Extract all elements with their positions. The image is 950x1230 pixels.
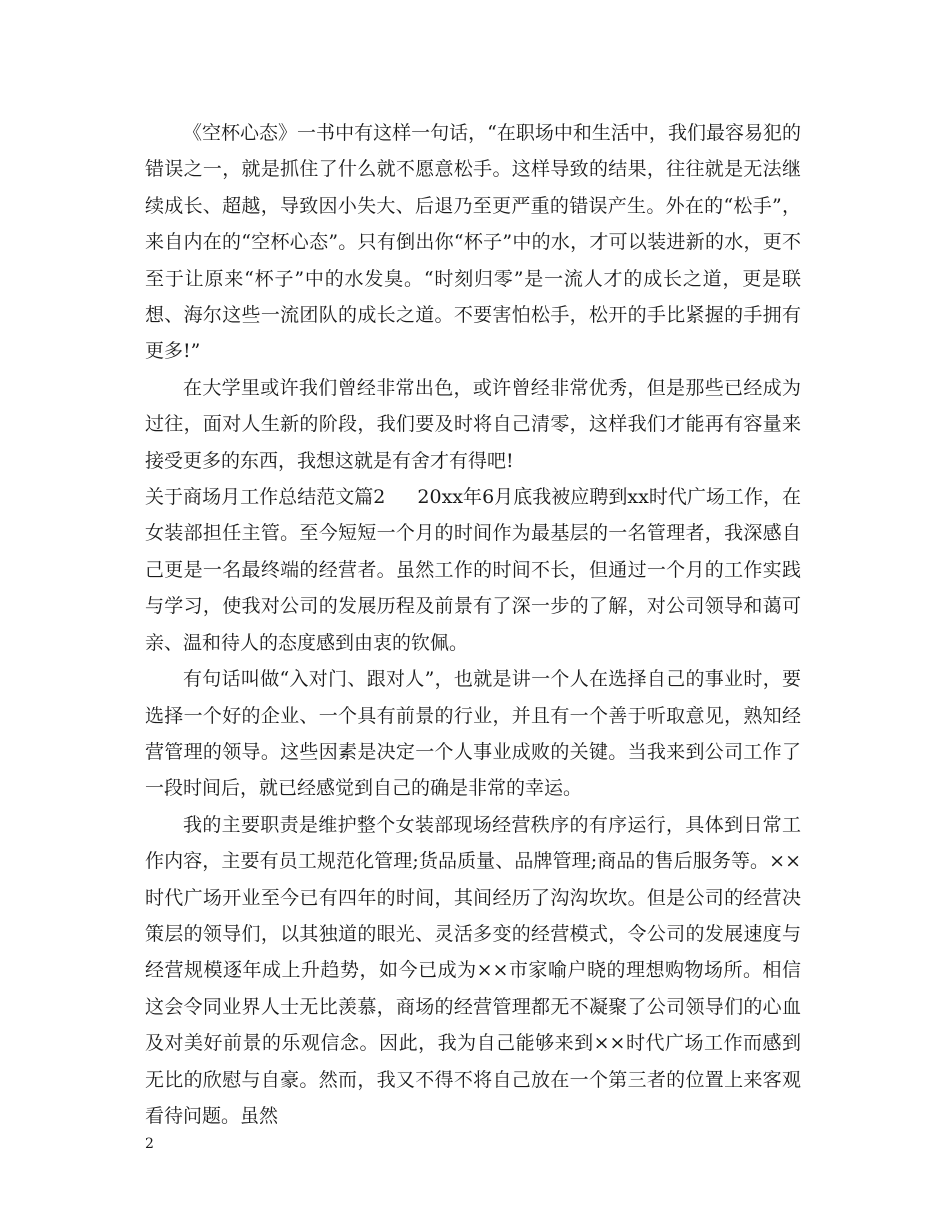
section-first-paragraph: 20xx年6月底我被应聘到xx时代广场工作，在女装部担任主管。至今短短一个月的时间作为最基层的一名管理者，我深感自己更是一名最终端的经营者。虽然工作的时间不长，但通过一个月的工作实践与学习，使我对公司的发展历程及前景有了深一步的了解，对公司领导和蔼可亲、温和待人的态度感到由衷的钦佩。 <box>145 486 801 654</box>
document-body <box>145 115 801 1134</box>
section-heading: 关于商场月工作总结范文篇2 <box>145 486 386 509</box>
paragraph-empty-cup: 《空杯心态》一书中有这样一句话，“在职场中和生活中，我们最容易犯的错误之一，就是抓住了什么就不愿意松手。这样导致的结果，往往就是无法继续成长、超越，导致因小失大、后退乃至更严重的错误产生。外在的“松手”，来自内在的“空杯心态”。只有倒出你“杯子”中的水，才可以装进新的水，更不至于让原来“杯子”中的水发臭。“时刻归零”是一流人才的成长之道，更是联想、海尔这些一流团队的成长之道。不要害怕松手，松开的手比紧握的手拥有更多!” <box>145 122 801 363</box>
paragraph-right-door: 有句话叫做“入对门、跟对人”，也就是讲一个人在选择自己的事业时，要选择一个好的企业、一个具有前景的行业，并且有一个善于听取意见，熟知经营管理的领导。这些因素是决定一个人事业成败的关键。当我来到公司工作了一段时间后，就已经感觉到自己的确是非常的幸运。 <box>145 668 801 800</box>
paragraph-main-duties: 我的主要职责是维护整个女装部现场经营秩序的有序运行，具体到日常工作内容，主要有员工规范化管理;货品质量、品牌管理;商品的售后服务等。××时代广场开业至今已有四年的时间，其间经历了沟沟坎坎。但是公司的经营决策层的领导们，以其独道的眼光、灵活多变的经营模式，令公司的发展速度与经营规模逐年成上升趋势，如今已成为××市家喻户晓的理想购物场所。相信这会令同业界人士无比羡慕，商场的经营管理都无不凝聚了公司领导们的心血及对美好前景的乐观信念。因此，我为自己能够来到××时代广场工作而感到无比的欣慰与自豪。然而，我又不得不将自己放在一个第三者的位置上来客观看待问题。虽然 <box>145 813 801 1127</box>
section-paragraph <box>145 479 801 661</box>
page-number: 2 <box>145 1136 154 1152</box>
paragraph-university: 在大学里或许我们曾经非常出色，或许曾经非常优秀，但是那些已经成为过往，面对人生新的阶段，我们要及时将自己清零，这样我们才能再有容量来接受更多的东西，我想这就是有舍才有得吧! <box>145 376 801 472</box>
